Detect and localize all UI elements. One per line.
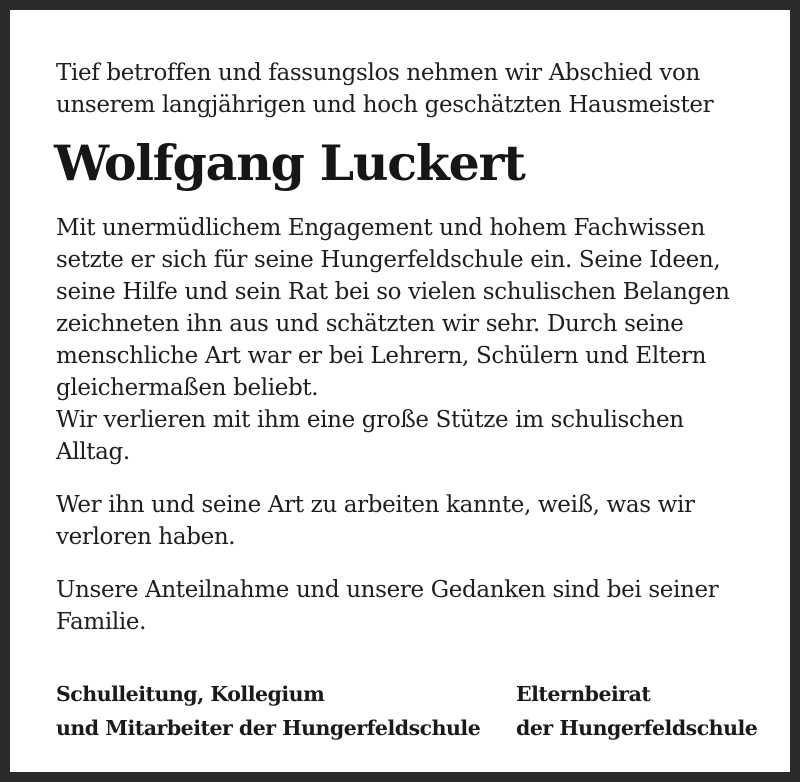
loss-line: Wer ihn und seine Art zu arbeiten kannte, weiß, was wir — [56, 492, 695, 518]
intro-text — [56, 57, 776, 121]
signature-school-staff — [56, 677, 480, 745]
condolence-paragraph — [56, 574, 776, 638]
intro-line-2: unserem langjährigen und hoch geschätzten Hausmeister — [56, 92, 714, 118]
condolence-line: Unsere Anteilnahme und unsere Gedanken sind bei seiner — [56, 577, 719, 603]
loss-line: verloren haben. — [56, 524, 236, 550]
signature-parents-council — [516, 677, 757, 745]
signature-line: Elternbeirat — [516, 682, 651, 706]
condolence-line: Familie. — [56, 609, 147, 635]
tribute-line: Mit unermüdlichem Engagement und hohem Fachwissen — [56, 215, 705, 241]
intro-line-1: Tief betroffen und fassungslos nehmen wir Abschied von — [56, 60, 700, 86]
tribute-line: setzte er sich für seine Hungerfeldschule ein. Seine Ideen, — [56, 247, 721, 273]
tribute-line: seine Hilfe und sein Rat bei so vielen schulischen Belangen — [56, 279, 730, 305]
tribute-line: gleichermaßen beliebt. — [56, 375, 319, 401]
loss-paragraph — [56, 489, 776, 553]
signature-line: der Hungerfeldschule — [516, 716, 758, 740]
tribute-paragraph — [56, 212, 776, 468]
signature-line: Schulleitung, Kollegium — [56, 682, 325, 706]
tribute-line: menschliche Art war er bei Lehrern, Schülern und Eltern — [56, 343, 707, 369]
tribute-line: zeichneten ihn aus und schätzten wir sehr. Durch seine — [56, 311, 684, 337]
signature-line: und Mitarbeiter der Hungerfeldschule — [56, 716, 481, 740]
tribute-line: Alltag. — [56, 439, 130, 465]
tribute-line: Wir verlieren mit ihm eine große Stütze im schulischen — [56, 407, 684, 433]
deceased-name: Wolfgang Luckert — [54, 134, 525, 192]
obituary-content — [54, 57, 776, 740]
